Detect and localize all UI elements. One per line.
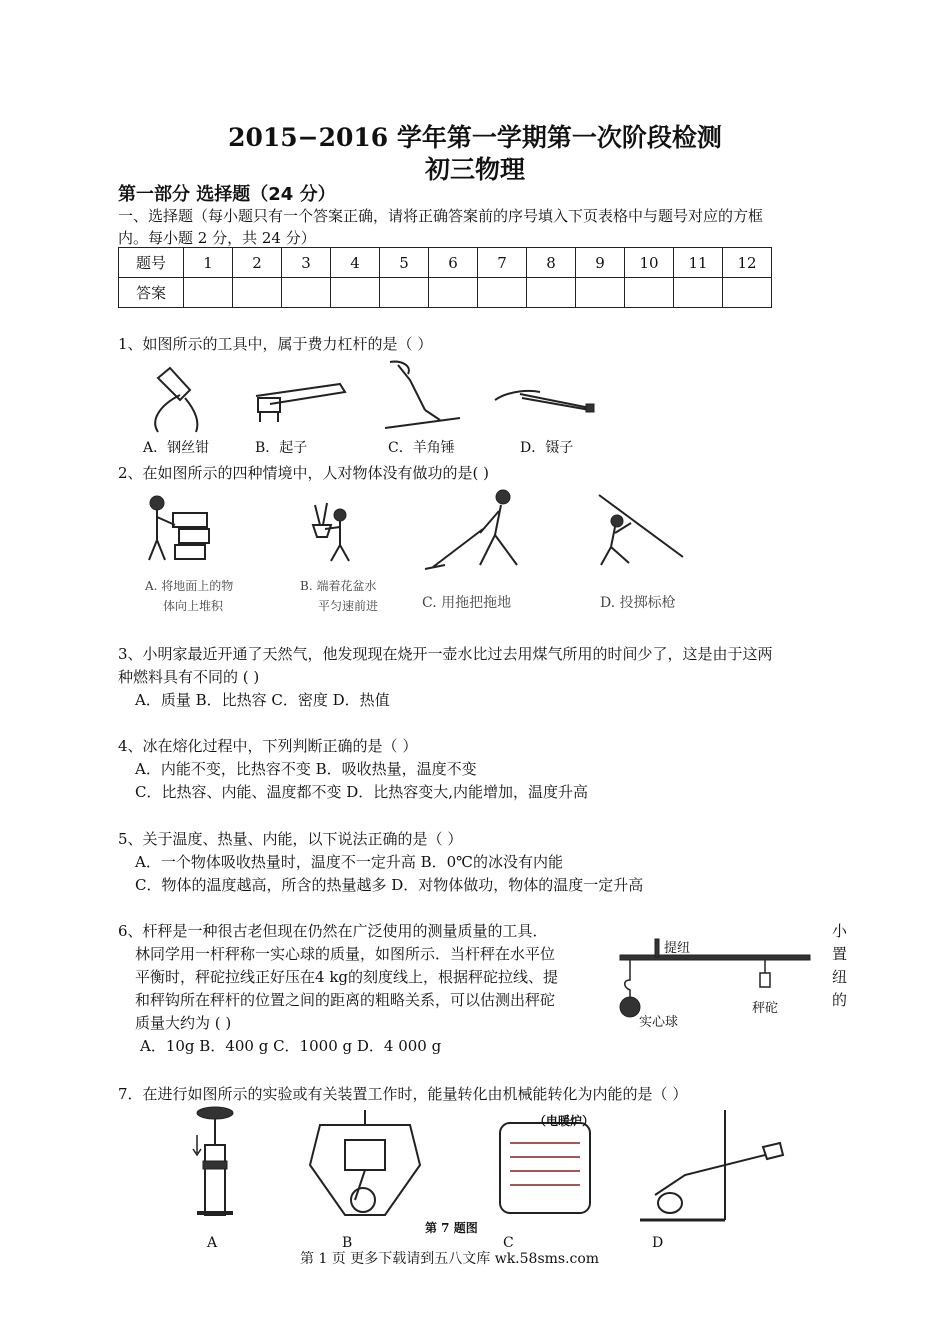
- q4-stem: 4、冰在熔化过程中，下列判断正确的是（ ）: [118, 737, 418, 755]
- page-subtitle: 初三物理: [424, 155, 525, 184]
- section-heading: 第一部分 选择题（24 分）: [118, 184, 336, 205]
- q2-caption-a1: A. 将地面上的物: [145, 579, 234, 593]
- answer-cell[interactable]: [527, 278, 576, 308]
- steelyard-ball-label: 实心球: [639, 1015, 679, 1030]
- steelyard-beam: [620, 939, 810, 960]
- answer-cell[interactable]: [233, 278, 282, 308]
- q6-line-5: 质量大约为 ( ): [135, 1014, 232, 1032]
- q2-scenes-figure: [135, 485, 695, 585]
- q7-devices-figure: [185, 1105, 805, 1230]
- solid-ball-icon: [620, 960, 640, 1017]
- table-cell: 10: [625, 248, 674, 278]
- air-compression-cylinder-icon: [193, 1107, 233, 1215]
- pliers-icon: [155, 368, 197, 432]
- steelyard-weight-label: 秤砣: [752, 1001, 779, 1016]
- bottle-opener-icon: [256, 384, 345, 422]
- table-cell: 12: [723, 248, 772, 278]
- answer-cell[interactable]: [674, 278, 723, 308]
- q1-option-b: B．起子: [255, 440, 308, 456]
- instruction-line-2: 内。每小题 2 分，共 24 分）: [118, 229, 316, 247]
- q2-caption-d: D. 投掷标枪: [600, 595, 676, 611]
- table-cell: 5: [380, 248, 429, 278]
- answer-cell[interactable]: [331, 278, 380, 308]
- table-cell: 11: [674, 248, 723, 278]
- q6-line-2: 林同学用一杆秤称一实心球的质量，如图所示．当杆秤在水平位: [135, 945, 556, 963]
- q6-right-char-1: 小: [832, 922, 848, 940]
- q7-stem: 7．在进行如图所示的实验或有关装置工作时，能量转化由机械能转化为内能的是（ ）: [118, 1085, 688, 1103]
- q5-options-ab: A．一个物体吸收热量时，温度不一定升高 B．0℃的冰没有内能: [135, 853, 563, 871]
- table-cell: 3: [282, 248, 331, 278]
- q5-stem: 5、关于温度、热量、内能，以下说法正确的是（ ）: [118, 830, 463, 848]
- q2-caption-c: C. 用拖把拖地: [422, 595, 512, 611]
- q2-caption-a2: 体向上堆积: [163, 599, 224, 613]
- flowerpot-person-icon: [313, 503, 349, 561]
- stacking-person-icon: [149, 496, 209, 560]
- table-row-numbers: [119, 248, 772, 278]
- q1-option-c: C．羊角锤: [388, 440, 455, 456]
- q7-label-d: D: [652, 1235, 664, 1251]
- row-label: 答案: [119, 278, 184, 308]
- q7-label-c: C: [503, 1235, 514, 1251]
- q7-label-b: B: [342, 1235, 353, 1251]
- electric-heater-icon: [500, 1123, 590, 1213]
- table-cell: 9: [576, 248, 625, 278]
- answer-table: [118, 247, 772, 308]
- page-footer: 第 1 页 更多下载请到五八文库 wk.58sms.com: [300, 1251, 600, 1267]
- answer-cell[interactable]: [184, 278, 233, 308]
- q1-option-d: D．镊子: [520, 440, 574, 456]
- q2-caption-b2: 平匀速前进: [318, 599, 379, 613]
- table-cell: 8: [527, 248, 576, 278]
- q6-line-3: 平衡时，秤砣拉线正好压在4 kg的刻度线上，根据秤砣拉线、提: [135, 968, 559, 986]
- q6-right-char-2: 置: [832, 945, 848, 963]
- table-cell: 1: [184, 248, 233, 278]
- q3-line-2: 种燃料具有不同的 ( ): [118, 668, 260, 686]
- table-cell: 4: [331, 248, 380, 278]
- answer-cell[interactable]: [625, 278, 674, 308]
- q1-tools-figure: [140, 360, 610, 435]
- page-title: 2015−2016 学年第一学期第一次阶段检测: [228, 123, 722, 152]
- q2-caption-b1: B. 端着花盆水: [300, 579, 377, 593]
- q6-right-char-3: 纽: [832, 968, 848, 986]
- q7-label-a: A: [207, 1235, 218, 1251]
- table-cell: 6: [429, 248, 478, 278]
- q4-options-ab: A．内能不变，比热容不变 B．吸收热量，温度不变: [135, 760, 477, 778]
- test-tube-heating-icon: [640, 1110, 783, 1220]
- steelyard-niu-label: 提纽: [664, 941, 691, 956]
- table-cell: 2: [233, 248, 282, 278]
- answer-cell[interactable]: [282, 278, 331, 308]
- row-label: 题号: [119, 248, 184, 278]
- answer-cell[interactable]: [478, 278, 527, 308]
- answer-cell[interactable]: [576, 278, 625, 308]
- answer-cell[interactable]: [380, 278, 429, 308]
- q3-line-1: 3、小明家最近开通了天然气，他发现现在烧开一壶水比过去用煤气所用的时间少了，这是由于这两: [118, 645, 773, 663]
- q1-stem: 1、如图所示的工具中，属于费力杠杆的是（ ）: [118, 335, 433, 353]
- q1-option-a: A．钢丝钳: [143, 440, 210, 456]
- mopping-person-icon: [425, 490, 517, 569]
- engine-cylinder-icon: [310, 1110, 420, 1215]
- q5-options-cd: C．物体的温度越高，所含的热量越多 D．对物体做功，物体的温度一定升高: [135, 876, 644, 894]
- q4-options-cd: C．比热容、内能、温度都不变 D．比热容变大,内能增加，温度升高: [135, 783, 589, 801]
- instruction-line-1: 一、选择题（每小题只有一个答案正确，请将正确答案前的序号填入下页表格中与题号对应的方框: [118, 207, 764, 225]
- weight-icon: [760, 960, 770, 987]
- table-cell: 7: [478, 248, 527, 278]
- claw-hammer-icon: [385, 362, 460, 428]
- q6-line-1: 6、杆秤是一种很古老但现在仍然在广泛使用的测量质量的工具．: [118, 922, 548, 940]
- heater-label: （电暖炉）: [534, 1114, 595, 1128]
- q6-right-char-4: 的: [832, 991, 848, 1009]
- answer-cell[interactable]: [723, 278, 772, 308]
- q7-figure-caption: 第 7 题图: [425, 1221, 478, 1235]
- tweezers-icon: [495, 391, 594, 412]
- javelin-thrower-icon: [599, 495, 683, 565]
- answer-cell[interactable]: [429, 278, 478, 308]
- q6-line-4: 和秤钩所在秤杆的位置之间的距离的粗略关系，可以估测出秤砣: [135, 991, 556, 1009]
- table-row-answers: [119, 278, 772, 308]
- q6-options: A．10g B．400 g C．1000 g D．4 000 g: [140, 1037, 442, 1055]
- q3-options: A．质量 B．比热容 C．密度 D．热值: [135, 691, 390, 709]
- q2-stem: 2、在如图所示的四种情境中，人对物体没有做功的是( ): [118, 464, 490, 482]
